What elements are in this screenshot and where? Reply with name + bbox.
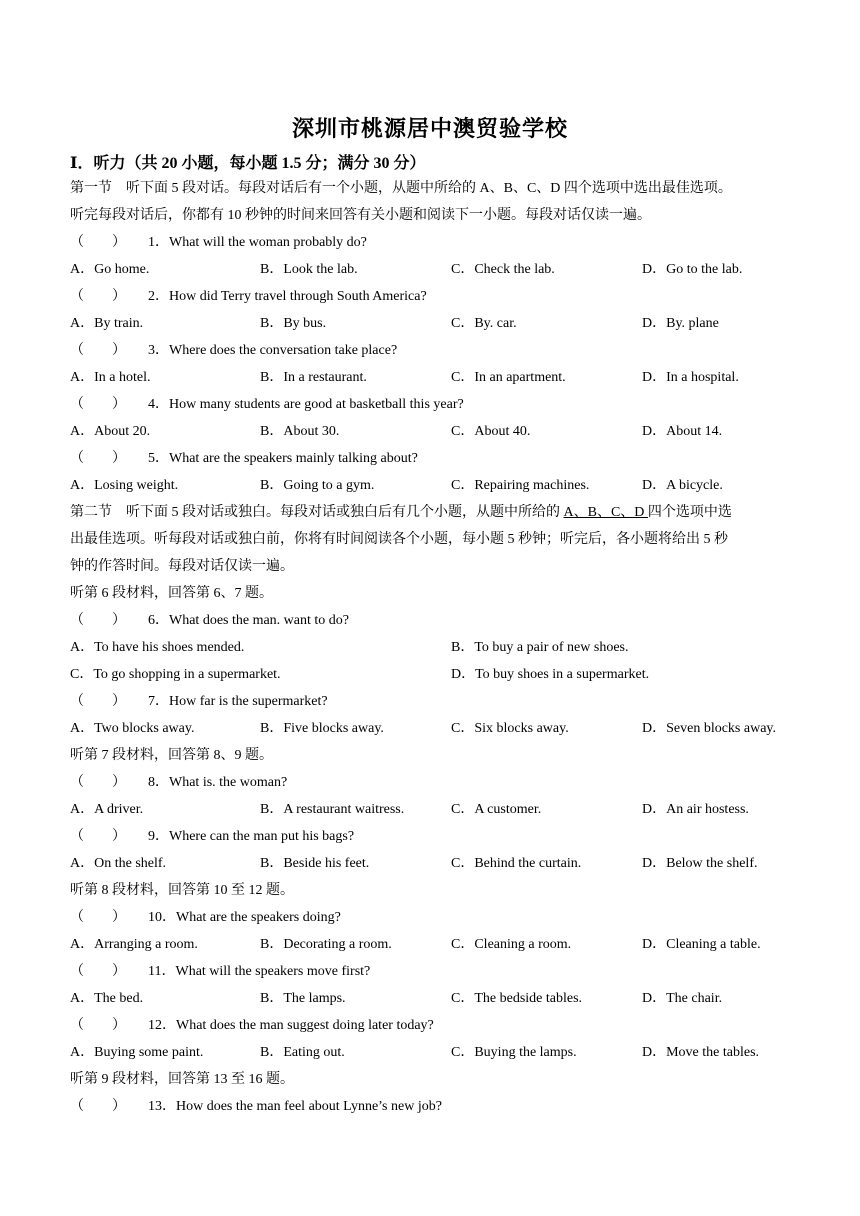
option-d: D．An air hostess. — [642, 802, 749, 817]
option-b: B．Going to a gym. — [260, 478, 375, 493]
part1-instructions-line2: 听完每段对话后，你都有 10 秒钟的时间来回答有关小题和阅读下一小题。每段对话仅读一遍。 — [70, 208, 651, 223]
option-c: C．Six blocks away. — [451, 721, 569, 736]
option-d: D．Move the tables. — [642, 1045, 760, 1060]
option-c: C．Cleaning a room. — [451, 937, 572, 952]
question-stem: 6．What does the man. want to do? — [148, 613, 350, 628]
part2-text-end: 四个选项中选 — [647, 505, 732, 520]
option-a: A．Buying some paint. — [70, 1045, 204, 1060]
option-b: B．Look the lab. — [260, 262, 358, 277]
question-13 — [70, 1098, 442, 1116]
question-7 — [70, 693, 328, 711]
option-c: C．About 40. — [451, 424, 531, 439]
option-d: D．Cleaning a table. — [642, 937, 761, 952]
question-6 — [70, 612, 349, 630]
answer-blank: （ ） — [70, 613, 126, 628]
option-c: C．The bedside tables. — [451, 991, 583, 1006]
option-b: B．About 30. — [260, 424, 340, 439]
option-d: D．To buy shoes in a supermarket. — [451, 667, 650, 682]
option-a: A．In a hotel. — [70, 370, 151, 385]
answer-blank: （ ） — [70, 1018, 126, 1033]
question-9 — [70, 828, 354, 846]
option-a: A．The bed. — [70, 991, 144, 1006]
question-stem: 11．What will the speakers move first? — [148, 964, 371, 979]
answer-blank: （ ） — [70, 289, 126, 304]
question-12 — [70, 1017, 434, 1035]
question-stem: 2．How did Terry travel through South America? — [148, 289, 427, 304]
option-a: A．By train. — [70, 316, 144, 331]
option-c: C．To go shopping in a supermarket. — [70, 667, 281, 682]
part1-instructions-line1: 第一节 听下面 5 段对话。每段对话后有一个小题，从题中所给的 A、B、C、D 四个选项中选出最佳选项。 — [70, 181, 732, 196]
option-d: D．Below the shelf. — [642, 856, 758, 871]
option-b: B．By bus. — [260, 316, 327, 331]
option-b: B．Five blocks away. — [260, 721, 384, 736]
part2-instructions-line2: 出最佳选项。听每段对话或独白前，你将有时间阅读各个小题，每小题 5 秒钟；听完后，各小题将给出 5 秒 — [70, 532, 728, 547]
question-8 — [70, 774, 287, 792]
question-stem: 7．How far is the supermarket? — [148, 694, 328, 709]
question-stem: 8．What is. the woman? — [148, 775, 288, 790]
section-heading: Ⅰ．听力（共 20 小题，每小题 1.5 分；满分 30 分） — [70, 155, 426, 172]
part2-instructions-line3: 钟的作答时间。每段对话仅读一遍。 — [70, 559, 294, 574]
option-d: D．The chair. — [642, 991, 723, 1006]
option-c: C．Behind the curtain. — [451, 856, 582, 871]
option-b: B．Beside his feet. — [260, 856, 370, 871]
question-stem: 10．What are the speakers doing? — [148, 910, 341, 925]
answer-blank: （ ） — [70, 829, 126, 844]
question-stem: 1．What will the woman probably do? — [148, 235, 367, 250]
question-stem: 12．What does the man suggest doing later today? — [148, 1018, 434, 1033]
option-c: C．Buying the lamps. — [451, 1045, 577, 1060]
answer-blank: （ ） — [70, 343, 126, 358]
answer-blank: （ ） — [70, 1099, 126, 1114]
option-b: B．A restaurant waitress. — [260, 802, 405, 817]
option-d: D．About 14. — [642, 424, 723, 439]
option-a: A．To have his shoes mended. — [70, 640, 245, 655]
option-b: B．To buy a pair of new shoes. — [451, 640, 629, 655]
answer-blank: （ ） — [70, 775, 126, 790]
option-c: C．By. car. — [451, 316, 517, 331]
passage-7-label: 听第 7 段材料，回答第 8、9 题。 — [70, 748, 273, 763]
part2-underlined-text: A、B、C、D — [563, 505, 648, 520]
option-d: D．In a hospital. — [642, 370, 739, 385]
option-d: D．Seven blocks away. — [642, 721, 777, 736]
question-10 — [70, 909, 341, 927]
option-b: B．In a restaurant. — [260, 370, 367, 385]
question-4 — [70, 396, 464, 414]
answer-blank: （ ） — [70, 235, 126, 250]
option-a: A．On the shelf. — [70, 856, 167, 871]
answer-blank: （ ） — [70, 694, 126, 709]
option-b: B．The lamps. — [260, 991, 346, 1006]
option-c: C．A customer. — [451, 802, 542, 817]
question-3 — [70, 342, 397, 360]
option-a: A．Two blocks away. — [70, 721, 195, 736]
option-a: A．A driver. — [70, 802, 144, 817]
option-d: D．By. plane — [642, 316, 719, 331]
question-2 — [70, 288, 427, 306]
option-b: B．Decorating a room. — [260, 937, 392, 952]
question-stem: 9．Where can the man put his bags? — [148, 829, 355, 844]
option-a: A．About 20. — [70, 424, 151, 439]
question-stem: 4．How many students are good at basketball this year? — [148, 397, 464, 412]
answer-blank: （ ） — [70, 451, 126, 466]
option-a: A．Arranging a room. — [70, 937, 198, 952]
option-d: D．Go to the lab. — [642, 262, 743, 277]
option-a: A．Go home. — [70, 262, 150, 277]
passage-6-label: 听第 6 段材料，回答第 6、7 题。 — [70, 586, 273, 601]
option-c: C．In an apartment. — [451, 370, 566, 385]
question-11 — [70, 963, 370, 981]
answer-blank: （ ） — [70, 910, 126, 925]
part2-text: 第二节 听下面 5 段对话或独白。每段对话或独白后有几个小题，从题中所给的 — [70, 505, 564, 520]
page-title: 深圳市桃源居中澳贸验学校 — [291, 116, 568, 141]
question-1 — [70, 234, 367, 252]
answer-blank: （ ） — [70, 397, 126, 412]
option-b: B．Eating out. — [260, 1045, 345, 1060]
option-c: C．Check the lab. — [451, 262, 555, 277]
answer-blank: （ ） — [70, 964, 126, 979]
option-a: A．Losing weight. — [70, 478, 179, 493]
passage-9-label: 听第 9 段材料，回答第 13 至 16 题。 — [70, 1072, 294, 1087]
question-stem: 13．How does the man feel about Lynne’s new job? — [148, 1099, 442, 1114]
part2-instructions-line1 — [70, 504, 732, 522]
question-stem: 3．Where does the conversation take place? — [148, 343, 398, 358]
question-5 — [70, 450, 418, 468]
question-stem: 5．What are the speakers mainly talking about? — [148, 451, 418, 466]
option-c: C．Repairing machines. — [451, 478, 590, 493]
passage-8-label: 听第 8 段材料，回答第 10 至 12 题。 — [70, 883, 294, 898]
option-d: D．A bicycle. — [642, 478, 723, 493]
